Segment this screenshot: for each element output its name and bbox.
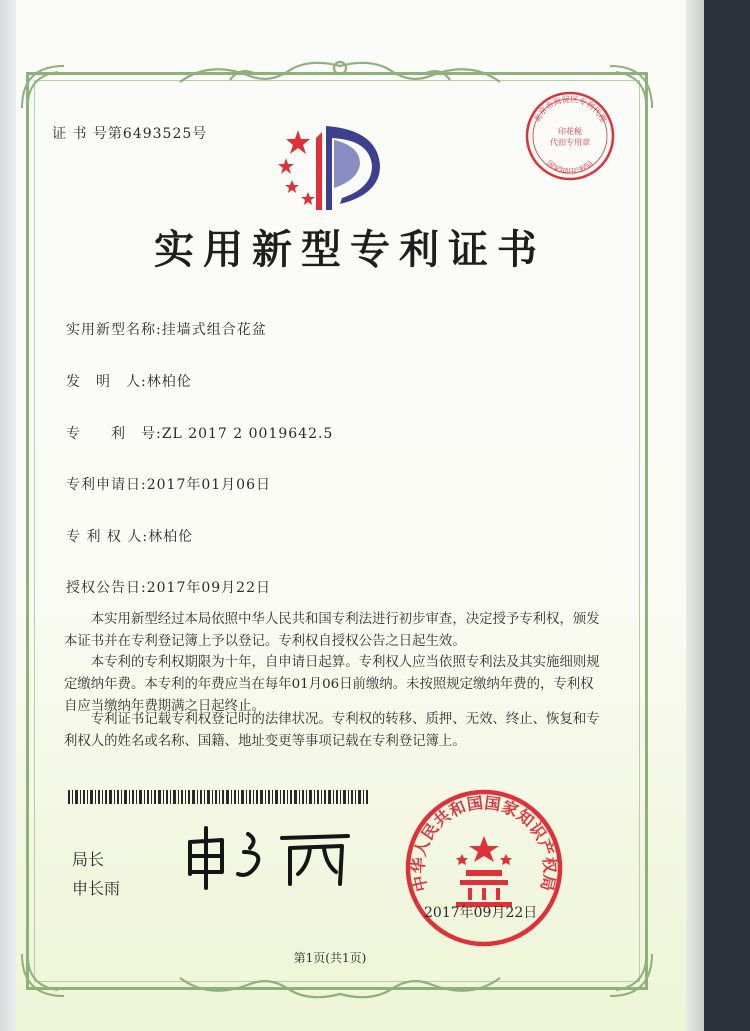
svg-text:北京市海淀区专利代理: [531, 94, 607, 124]
bottom-ornament: [170, 972, 510, 1008]
certificate-title: 实用新型专利证书: [154, 226, 546, 273]
body-paragraph: 专利证书记载专利权登记时的法律状况。专利权的转移、质押、无效、终止、恢复和专利权人的姓名或名称、国籍、地址变更等事项记载在专利登记簿上。: [64, 712, 600, 749]
handwritten-signature: [178, 822, 358, 892]
issue-date: 2017年09月22日: [424, 905, 538, 921]
field-value: 林柏伦: [148, 529, 194, 545]
field-inventor: [66, 371, 192, 391]
official-seal: [404, 788, 564, 948]
agency-stamp-line1: 北京市海淀区专利代理: [532, 94, 608, 124]
field-application-date: [66, 474, 271, 494]
top-ornament: [170, 52, 510, 92]
field-label: 专 利 号:: [66, 426, 162, 442]
body-paragraph: 本实用新型经过本局依照中华人民共和国专利法进行初步审查，决定授予专利权，颁发本证书并在专利登记簿上予以登记。专利权自授权公告之日起生效。: [64, 612, 600, 649]
field-value: 2017年09月22日: [146, 580, 271, 596]
field-label: 发 明 人:: [66, 374, 147, 390]
field-patentee: [66, 526, 193, 546]
certificate-number-value: 第6493525号: [107, 126, 208, 142]
certificate-number: [52, 123, 207, 143]
certificate-number-label: 证 书 号: [52, 126, 108, 142]
agency-stamp-line3: 代扣专用章: [550, 138, 590, 147]
signatory-title: 局长: [72, 850, 105, 869]
field-value: ZL 2017 2 0019642.5: [161, 426, 334, 442]
body-paragraph: 本专利的专利权期限为十年，自申请日起算。专利权人应当依照专利法及其实施细则规定缴纳年费。本专利的年费应当在每年01月06日前缴纳。未按照规定缴纳年费的，专利权自应当缴纳年费期满之日起终止。: [64, 655, 600, 714]
field-label: 实用新型名称:: [66, 322, 162, 338]
field-patent-number: [66, 423, 333, 443]
agency-stamp-line4: 国家知识产权局: [545, 158, 595, 176]
field-label: 授权公告日:: [66, 580, 147, 596]
page-footer: 第1页(共1页): [293, 951, 367, 965]
field-utility-model-name: [66, 319, 267, 339]
svg-text:国家知识产权局: [545, 159, 595, 176]
paper-edge: [686, 0, 704, 1031]
agency-stamp-line2: 印花税: [558, 127, 582, 136]
field-value: 挂墙式组合花盆: [161, 322, 267, 338]
official-seal-text: 中华人民共和国国家知识产权局: [408, 793, 560, 894]
agency-stamp: [524, 90, 616, 182]
field-label: 专利申请日:: [66, 477, 147, 493]
corner-ornament-top-left: [18, 62, 68, 112]
field-value: 2017年01月06日: [146, 477, 271, 493]
patent-office-logo: [268, 118, 388, 218]
field-label: 专 利 权 人:: [66, 529, 149, 545]
field-value: 林柏伦: [146, 374, 192, 390]
barcode: [68, 790, 368, 804]
signatory-name: 申长雨: [72, 879, 121, 898]
field-grant-announcement-date: [66, 577, 271, 597]
